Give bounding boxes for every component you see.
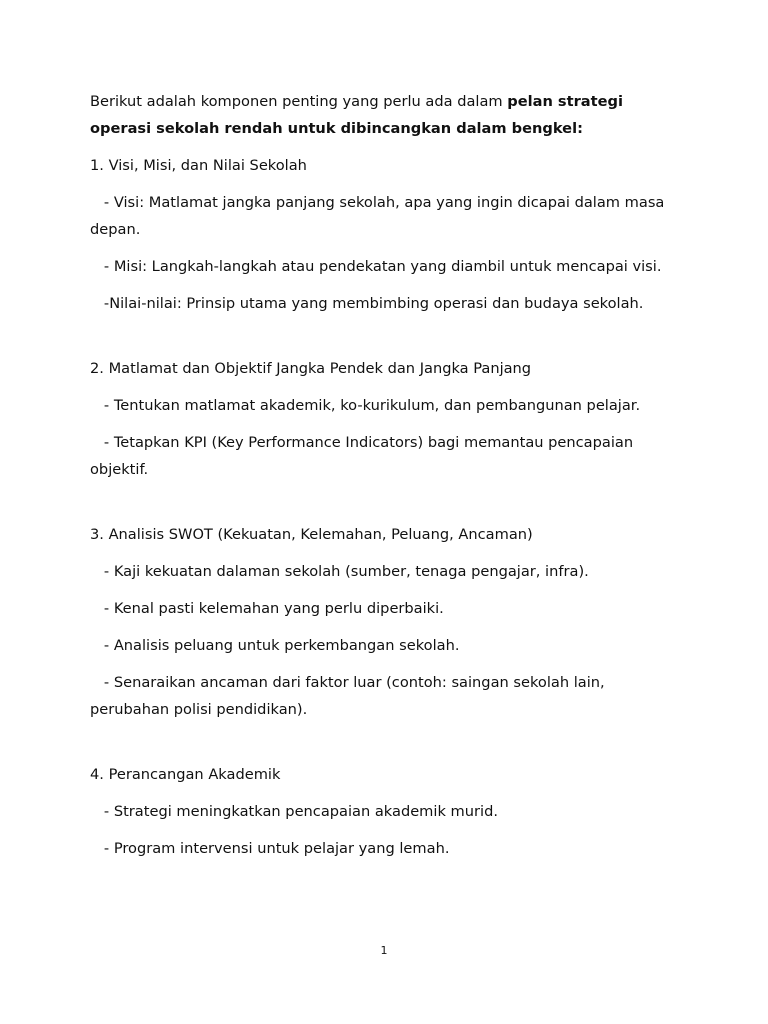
bullet-item: - Kaji kekuatan dalaman sekolah (sumber, tenaga pengajar, infra). — [90, 563, 589, 580]
bullet-item: - Program intervensi untuk pelajar yang lemah. — [90, 840, 450, 857]
section-spacer — [90, 493, 680, 521]
section-4 — [90, 761, 680, 862]
section-1 — [90, 152, 680, 317]
bullet-item: - Tetapkan KPI (Key Performance Indicators) bagi memantau pencapaian objektif. — [90, 434, 638, 478]
bullet-item: - Senaraikan ancaman dari faktor luar (contoh: saingan sekolah lain, perubahan polisi pendidikan). — [90, 674, 610, 718]
bullet-item: - Visi: Matlamat jangka panjang sekolah, apa yang ingin dicapai dalam masa depan. — [90, 194, 670, 238]
bullet-item: - Analisis peluang untuk perkembangan sekolah. — [90, 637, 460, 654]
intro-bold-text: pelan strategi operasi sekolah rendah untuk dibincangkan dalam bengkel: — [90, 93, 623, 137]
bullet-item: - Strategi meningkatkan pencapaian akademik murid. — [90, 803, 498, 820]
page-number: 1 — [380, 944, 388, 957]
section-spacer — [90, 733, 680, 761]
section-heading: 3. Analisis SWOT (Kekuatan, Kelemahan, Peluang, Ancaman) — [90, 526, 533, 543]
intro-lead-text: Berikut adalah komponen penting yang perlu ada dalam — [90, 93, 508, 110]
bullet-item: - Kenal pasti kelemahan yang perlu diperbaiki. — [90, 600, 444, 617]
section-heading: 1. Visi, Misi, dan Nilai Sekolah — [90, 157, 307, 174]
section-spacer — [90, 327, 680, 355]
intro-paragraph — [90, 88, 680, 142]
document-body — [90, 88, 680, 872]
bullet-item: - Misi: Langkah-langkah atau pendekatan yang diambil untuk mencapai visi. — [90, 258, 662, 275]
bullet-item: -Nilai-nilai: Prinsip utama yang membimbing operasi dan budaya sekolah. — [90, 295, 644, 312]
section-heading: 2. Matlamat dan Objektif Jangka Pendek dan Jangka Panjang — [90, 360, 532, 377]
bullet-item: - Tentukan matlamat akademik, ko-kurikulum, dan pembangunan pelajar. — [90, 397, 641, 414]
section-2 — [90, 355, 680, 483]
section-heading: 4. Perancangan Akademik — [90, 766, 281, 783]
section-3 — [90, 521, 680, 723]
